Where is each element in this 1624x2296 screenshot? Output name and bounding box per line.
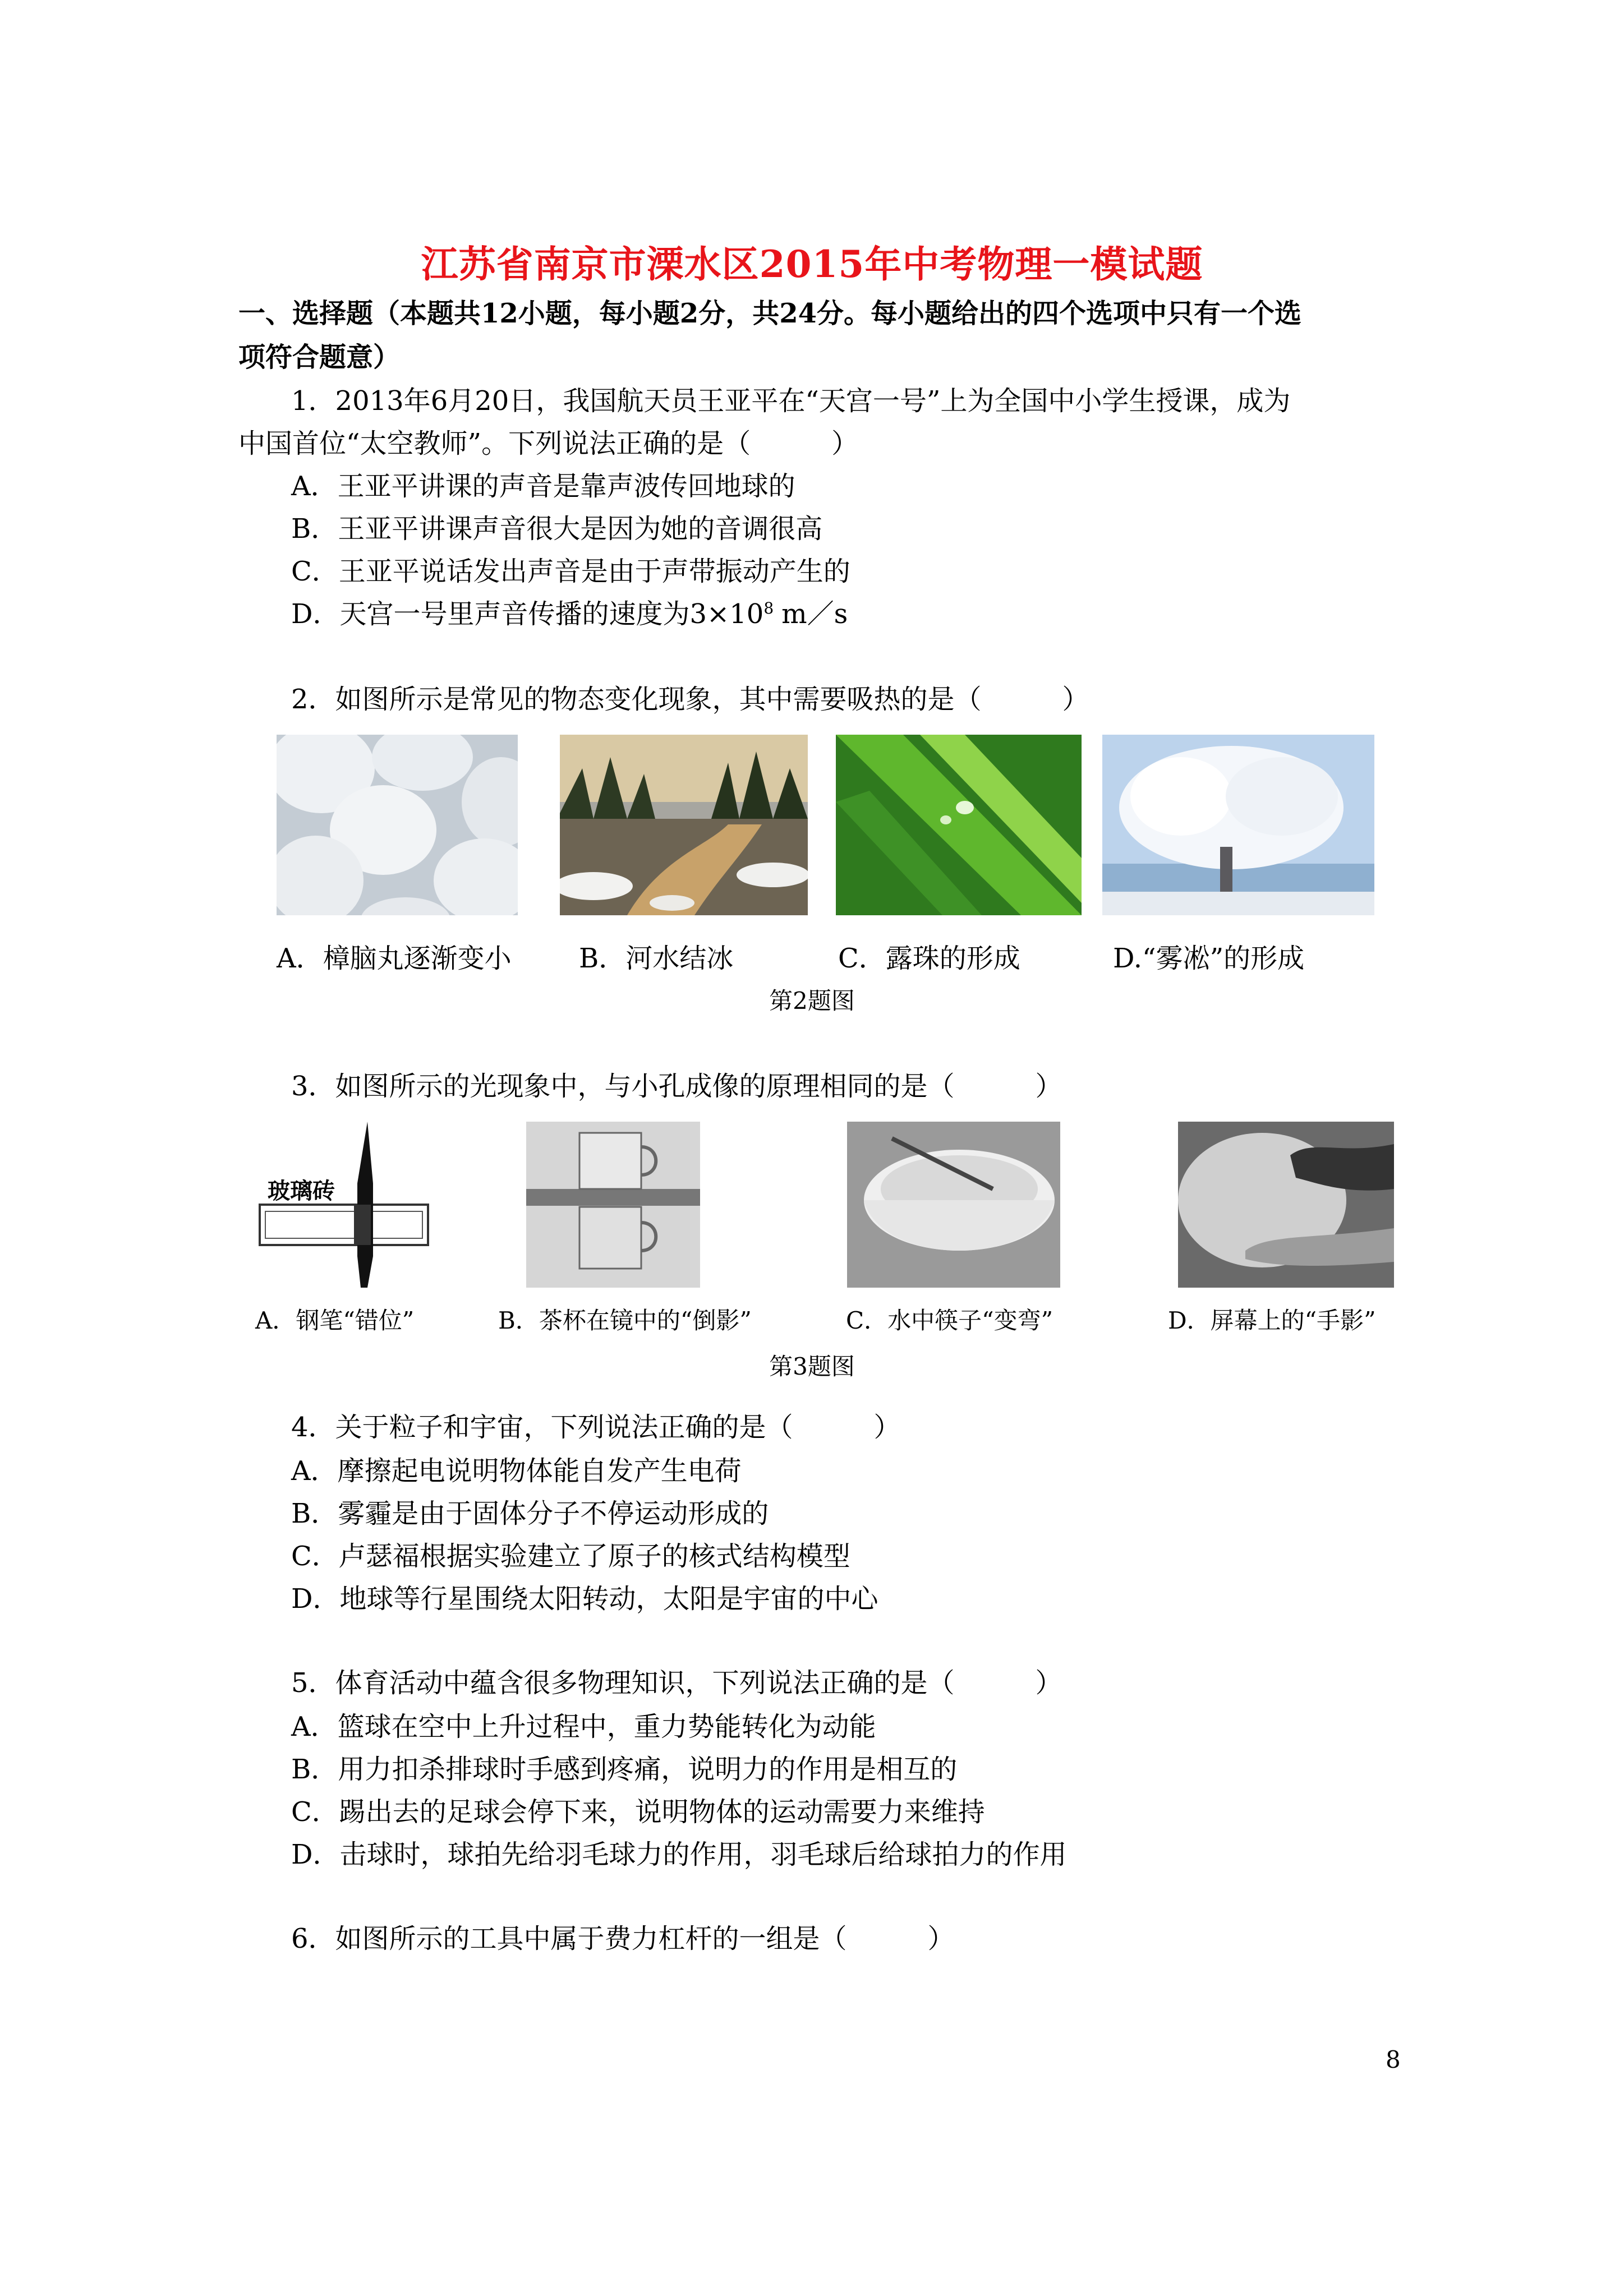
- question-5-option-d: D．击球时，球拍先给羽毛球力的作用，羽毛球后给球拍力的作用: [291, 1839, 1067, 1870]
- section-heading-cont: 项符合题意）: [238, 342, 401, 373]
- question-4-option-a: A．摩擦起电说明物体能自发产生电荷: [291, 1455, 742, 1487]
- question-5-stem: 5．体育活动中蕴含很多物理知识，下列说法正确的是（ ）: [291, 1667, 1062, 1699]
- question-4-option-c: C．卢瑟福根据实验建立了原子的核式结构模型: [291, 1541, 850, 1572]
- question-2-stem: 2．如图所示是常见的物态变化现象，其中需要吸热的是（ ）: [291, 684, 1089, 715]
- hand-shadow-photo: [1178, 1122, 1394, 1288]
- teacup-mirror-photo: [526, 1122, 700, 1288]
- question-2-caption-c: C．露珠的形成: [838, 943, 1020, 974]
- question-1-stem-cont: 中国首位“太空教师”。下列说法正确的是（ ）: [238, 428, 859, 459]
- rime-frost-tree-photo: [1102, 735, 1374, 915]
- question-2-caption-a: A．樟脑丸逐渐变小: [277, 943, 512, 974]
- question-3-caption-a: A．钢笔“错位”: [255, 1307, 415, 1334]
- question-5-option-c: C．踢出去的足球会停下来，说明物体的运动需要力来维持: [291, 1796, 985, 1828]
- page-number: 8: [1386, 2046, 1401, 2073]
- glass-brick-pen-figure: [255, 1122, 430, 1288]
- question-5-option-a: A．篮球在空中上升过程中，重力势能转化为动能: [291, 1711, 876, 1742]
- question-1-option-a: A．王亚平讲课的声音是靠声波传回地球的: [291, 471, 795, 502]
- question-1-option-b: B．王亚平讲课声音很大是因为她的音调很高: [291, 513, 823, 545]
- question-1-stem: 1．2013年6月20日，我国航天员王亚平在“天宫一号”上为全国中小学生授课，成为: [291, 385, 1291, 417]
- question-4-stem: 4．关于粒子和宇宙，下列说法正确的是（ ）: [291, 1412, 901, 1443]
- camphor-balls-photo: [277, 735, 518, 915]
- question-2-caption-d: D.“雾凇”的形成: [1113, 943, 1305, 974]
- dew-drop-leaf-photo: [836, 735, 1082, 915]
- question-3-caption-b: B．茶杯在镜中的“倒影”: [498, 1307, 752, 1334]
- question-5-option-b: B．用力扣杀排球时手感到疼痛，说明力的作用是相互的: [291, 1754, 958, 1785]
- glass-brick-label: 玻璃砖: [268, 1178, 335, 1204]
- question-4-option-b: B．雾霾是由于固体分子不停运动形成的: [291, 1498, 769, 1529]
- frozen-river-photo: [560, 735, 808, 915]
- question-1-option-c: C．王亚平说话发出声音是由于声带振动产生的: [291, 556, 850, 587]
- chopsticks-bowl-photo: [847, 1122, 1060, 1288]
- page-title: 江苏省南京市溧水区2015年中考物理一模试题: [421, 242, 1203, 286]
- question-2-figure-label: 第2题图: [769, 987, 855, 1015]
- question-2-caption-b: B．河水结冰: [579, 943, 734, 974]
- section-heading: 一、选择题（本题共12小题，每小题2分，共24分。每小题给出的四个选项中只有一个选: [238, 298, 1301, 329]
- question-3-caption-c: C．水中筷子“变弯”: [846, 1307, 1053, 1334]
- option-d-exponent: 8: [763, 599, 774, 617]
- question-4-option-d: D．地球等行星围绕太阳转动，太阳是宇宙的中心: [291, 1583, 878, 1615]
- option-d-text: D．天宫一号里声音传播的速度为3×10: [291, 598, 764, 630]
- question-3-figure-label: 第3题图: [769, 1353, 855, 1380]
- question-6-stem: 6．如图所示的工具中属于费力杠杆的一组是（ ）: [291, 1923, 955, 1954]
- option-d-unit: m／s: [781, 598, 848, 630]
- question-3-caption-d: D．屏幕上的“手影”: [1168, 1307, 1376, 1334]
- question-1-option-d: [291, 592, 848, 631]
- question-3-stem: 3．如图所示的光现象中，与小孔成像的原理相同的是（ ）: [291, 1071, 1062, 1102]
